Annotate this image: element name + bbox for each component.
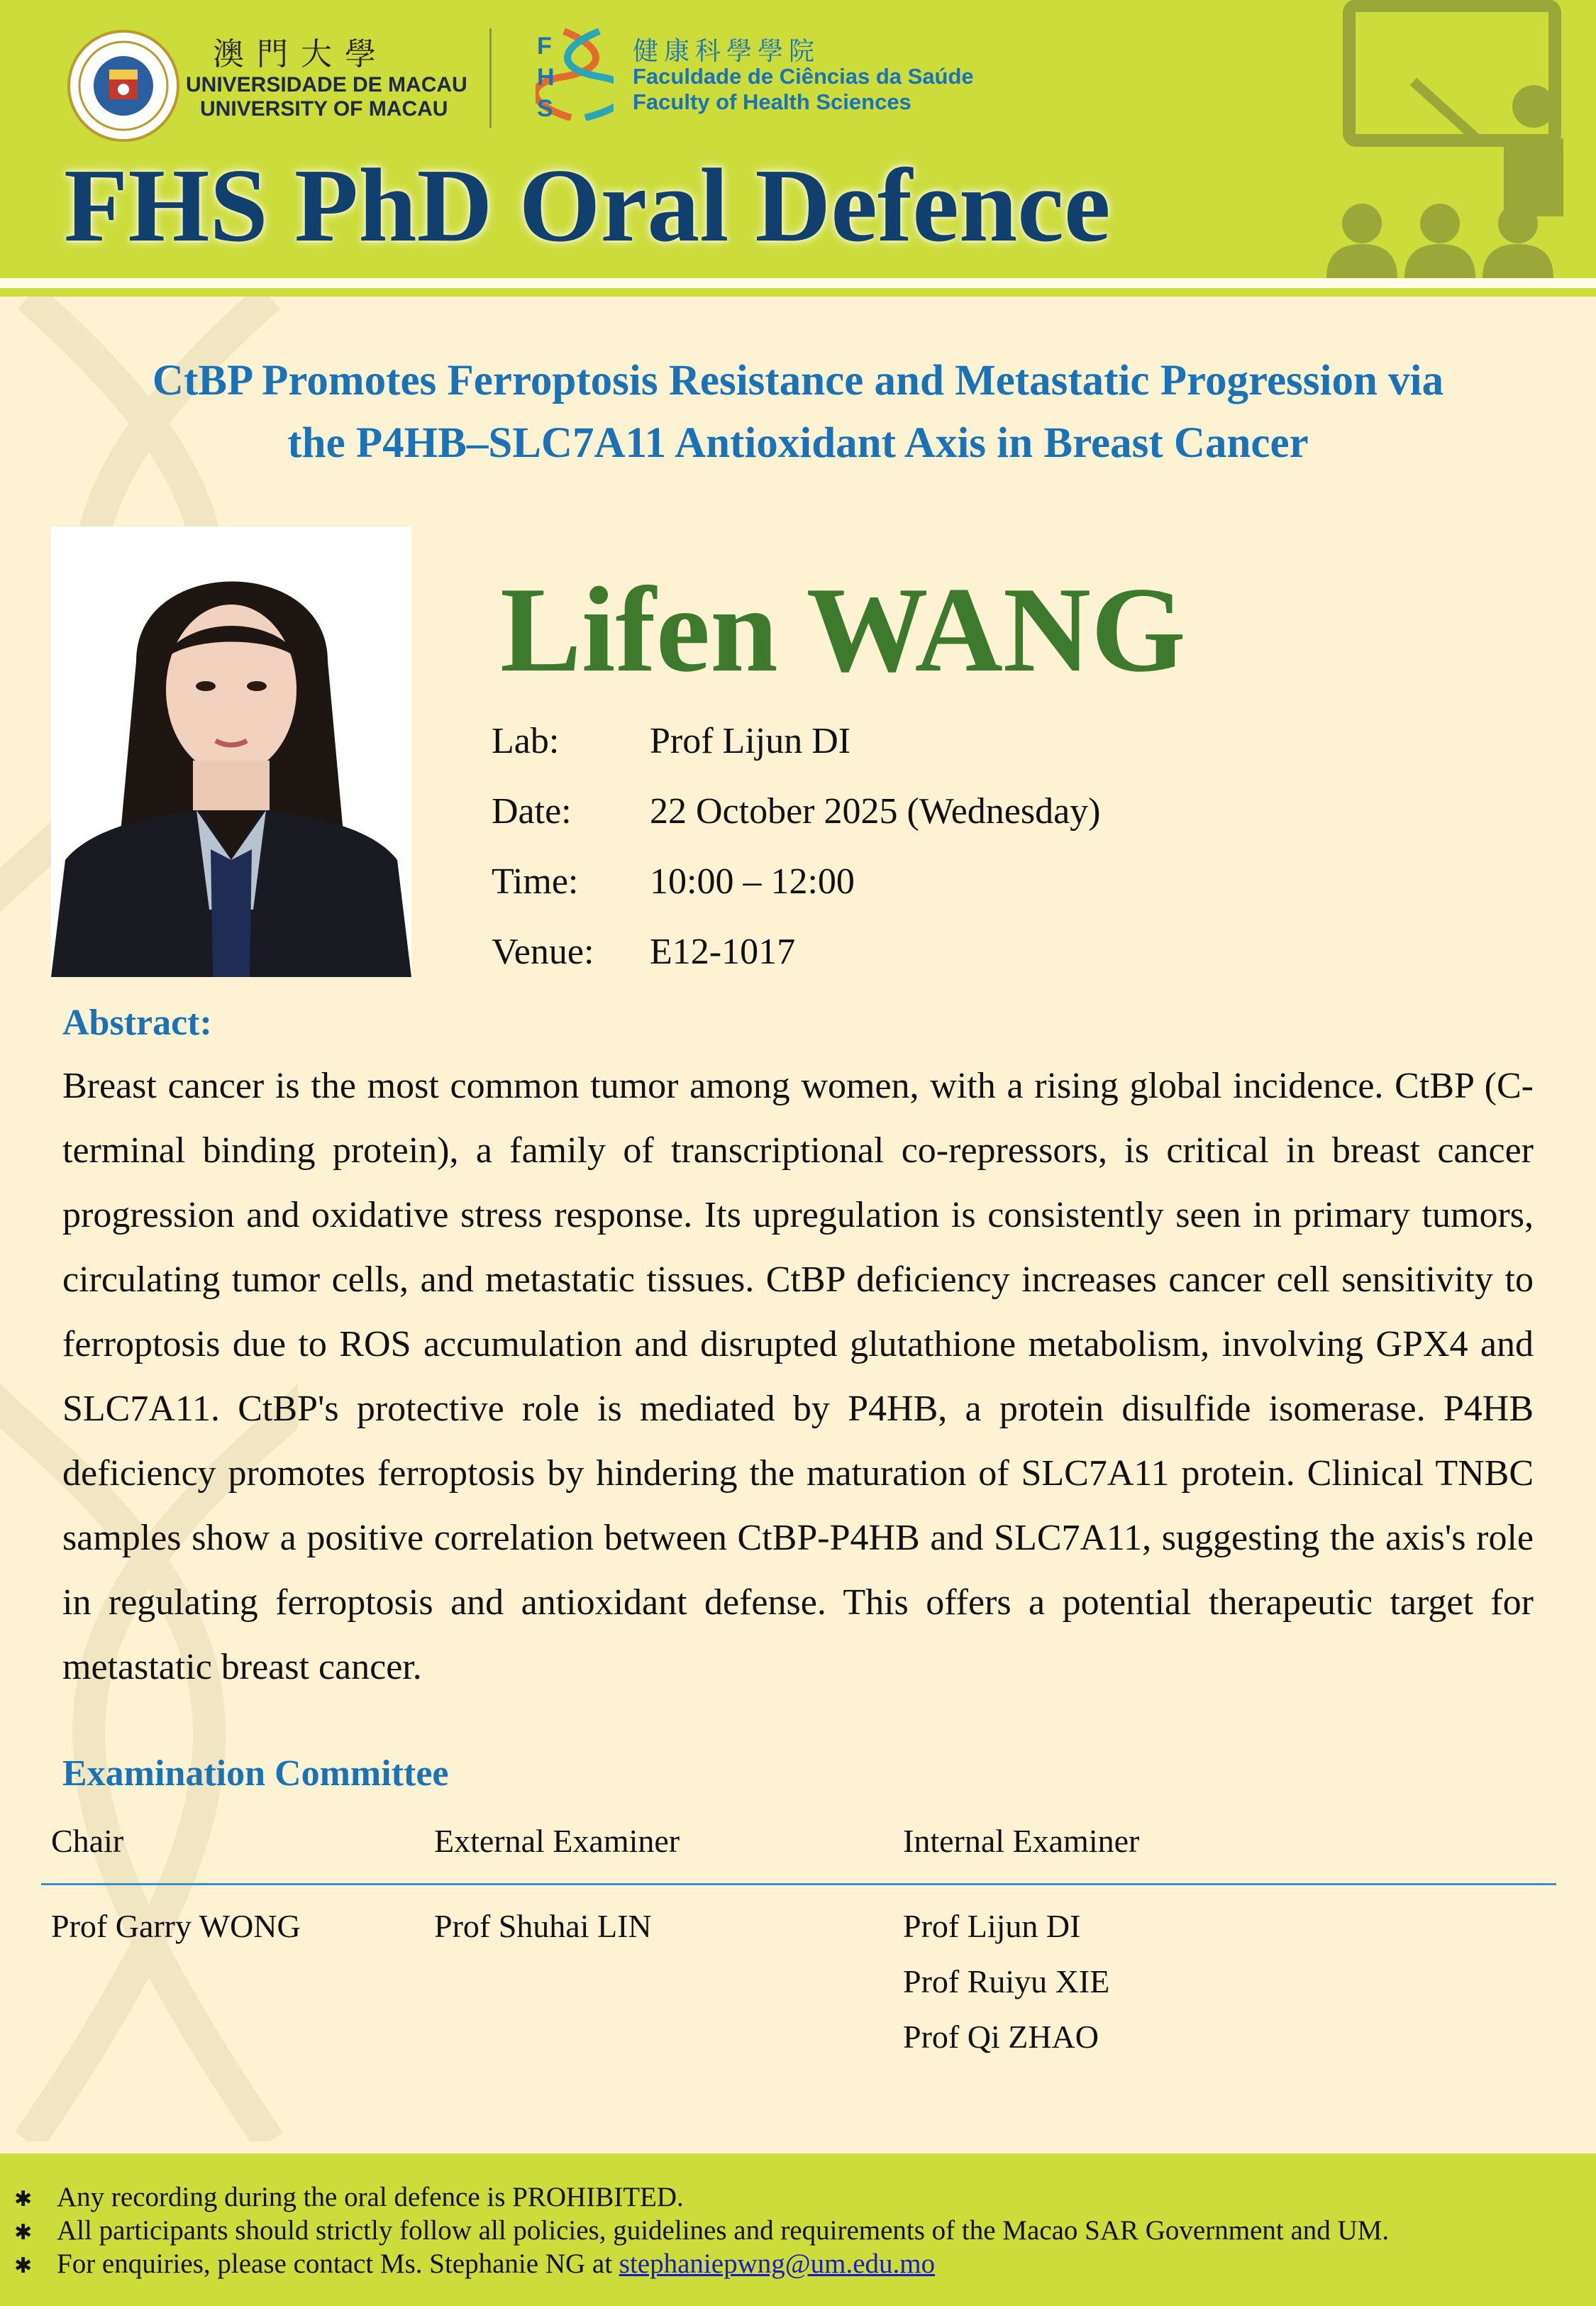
svg-text:F: F — [537, 33, 552, 60]
footer-note — [14, 2248, 935, 2280]
fhs-chinese-name: 健康科學學院 — [633, 37, 821, 66]
committee-heading: Examination Committee — [62, 1753, 449, 1794]
venue-value: E12-1017 — [650, 932, 796, 972]
lab-value: Prof Lijun DI — [650, 721, 851, 761]
abstract-heading: Abstract: — [62, 1003, 212, 1043]
fhs-logo-icon — [536, 27, 614, 121]
fhs-english-name: Faculty of Health Sciences — [633, 89, 911, 114]
header-divider — [0, 278, 1596, 288]
page-title: FHS PhD Oral Defence — [64, 148, 1111, 264]
header-divider-green — [0, 288, 1596, 297]
svg-text:S: S — [537, 95, 553, 121]
asterisk-bullet-icon: ✱ — [14, 2187, 33, 2212]
lab-label: Lab: — [492, 721, 560, 761]
um-seal-icon — [67, 30, 179, 142]
thesis-title-line: the P4HB–SLC7A11 Antioxidant Axis in Breast Cancer — [287, 419, 1309, 467]
candidate-photo — [51, 526, 411, 977]
external-member: Prof Shuhai LIN — [434, 1908, 652, 1944]
footer-note-text: For enquiries, please contact Ms. Stephanie NG at — [57, 2249, 619, 2279]
footer-note — [14, 2181, 684, 2213]
time-value: 10:00 – 12:00 — [650, 861, 855, 902]
um-chinese-name: 澳門大學 — [213, 36, 389, 72]
internal-column-header: Internal Examiner — [903, 1823, 1140, 1859]
date-label: Date: — [492, 791, 572, 832]
date-value: 22 October 2025 (Wednesday) — [650, 791, 1101, 832]
committee-rule — [41, 1883, 1556, 1885]
svg-text:H: H — [537, 64, 555, 91]
um-portuguese-name: UNIVERSIDADE DE MACAU — [186, 73, 467, 96]
candidate-name: Lifen WANG — [500, 563, 1186, 697]
footer-note-text: Any recording during the oral defence is PROHIBITED. — [57, 2182, 684, 2212]
internal-member: Prof Qi ZHAO — [903, 2019, 1099, 2055]
chair-member: Prof Garry WONG — [51, 1908, 301, 1944]
internal-member: Prof Ruiyu XIE — [903, 1963, 1110, 1999]
internal-member: Prof Lijun DI — [903, 1908, 1081, 1944]
chair-column-header: Chair — [51, 1823, 124, 1859]
abstract-text: Breast cancer is the most common tumor among women, with a rising global incidence. CtBP (C-terminal binding protein), a family of transcriptional co-repressors, is critical in breast cancer progression and oxidative stress response. Its upregulation is consistently seen in primary tumors, circulating tumor cells, and metastatic tissues. CtBP deficiency increases cancer cell sensitivity to ferroptosis due to ROS accumulation and disrupted glutathione metabolism, involving GPX4 and SLC7A11. CtBP's protective role is mediated by P4HB, a protein disulfide isomerase. P4HB deficiency promotes ferroptosis by hindering the maturation of SLC7A11 protein. Clinical TNBC samples show a positive correlation between CtBP-P4HB and SLC7A11, suggesting the axis's role in regulating ferroptosis and antioxidant defense. This offers a potential therapeutic target for metastatic breast cancer. — [62, 1066, 1534, 1687]
presenter-icon — [1305, 0, 1596, 278]
logo-divider — [489, 28, 492, 128]
thesis-title-line: CtBP Promotes Ferroptosis Resistance and Metastatic Progression via — [152, 357, 1444, 404]
fhs-portuguese-name: Faculdade de Ciências da Saúde — [633, 64, 974, 89]
asterisk-bullet-icon: ✱ — [14, 2253, 33, 2278]
um-english-name: UNIVERSITY OF MACAU — [200, 97, 448, 121]
external-column-header: External Examiner — [434, 1823, 680, 1859]
venue-label: Venue: — [492, 932, 594, 972]
footer-note — [14, 2214, 1389, 2246]
thesis-title — [28, 350, 1568, 475]
time-label: Time: — [492, 861, 579, 902]
footer-note-text: All participants should strictly follow all policies, guidelines and requirements of the Macao SAR Government and UM. — [57, 2215, 1390, 2246]
asterisk-bullet-icon: ✱ — [14, 2220, 33, 2245]
contact-email-link[interactable]: stephaniepwng@um.edu.mo — [619, 2249, 936, 2279]
